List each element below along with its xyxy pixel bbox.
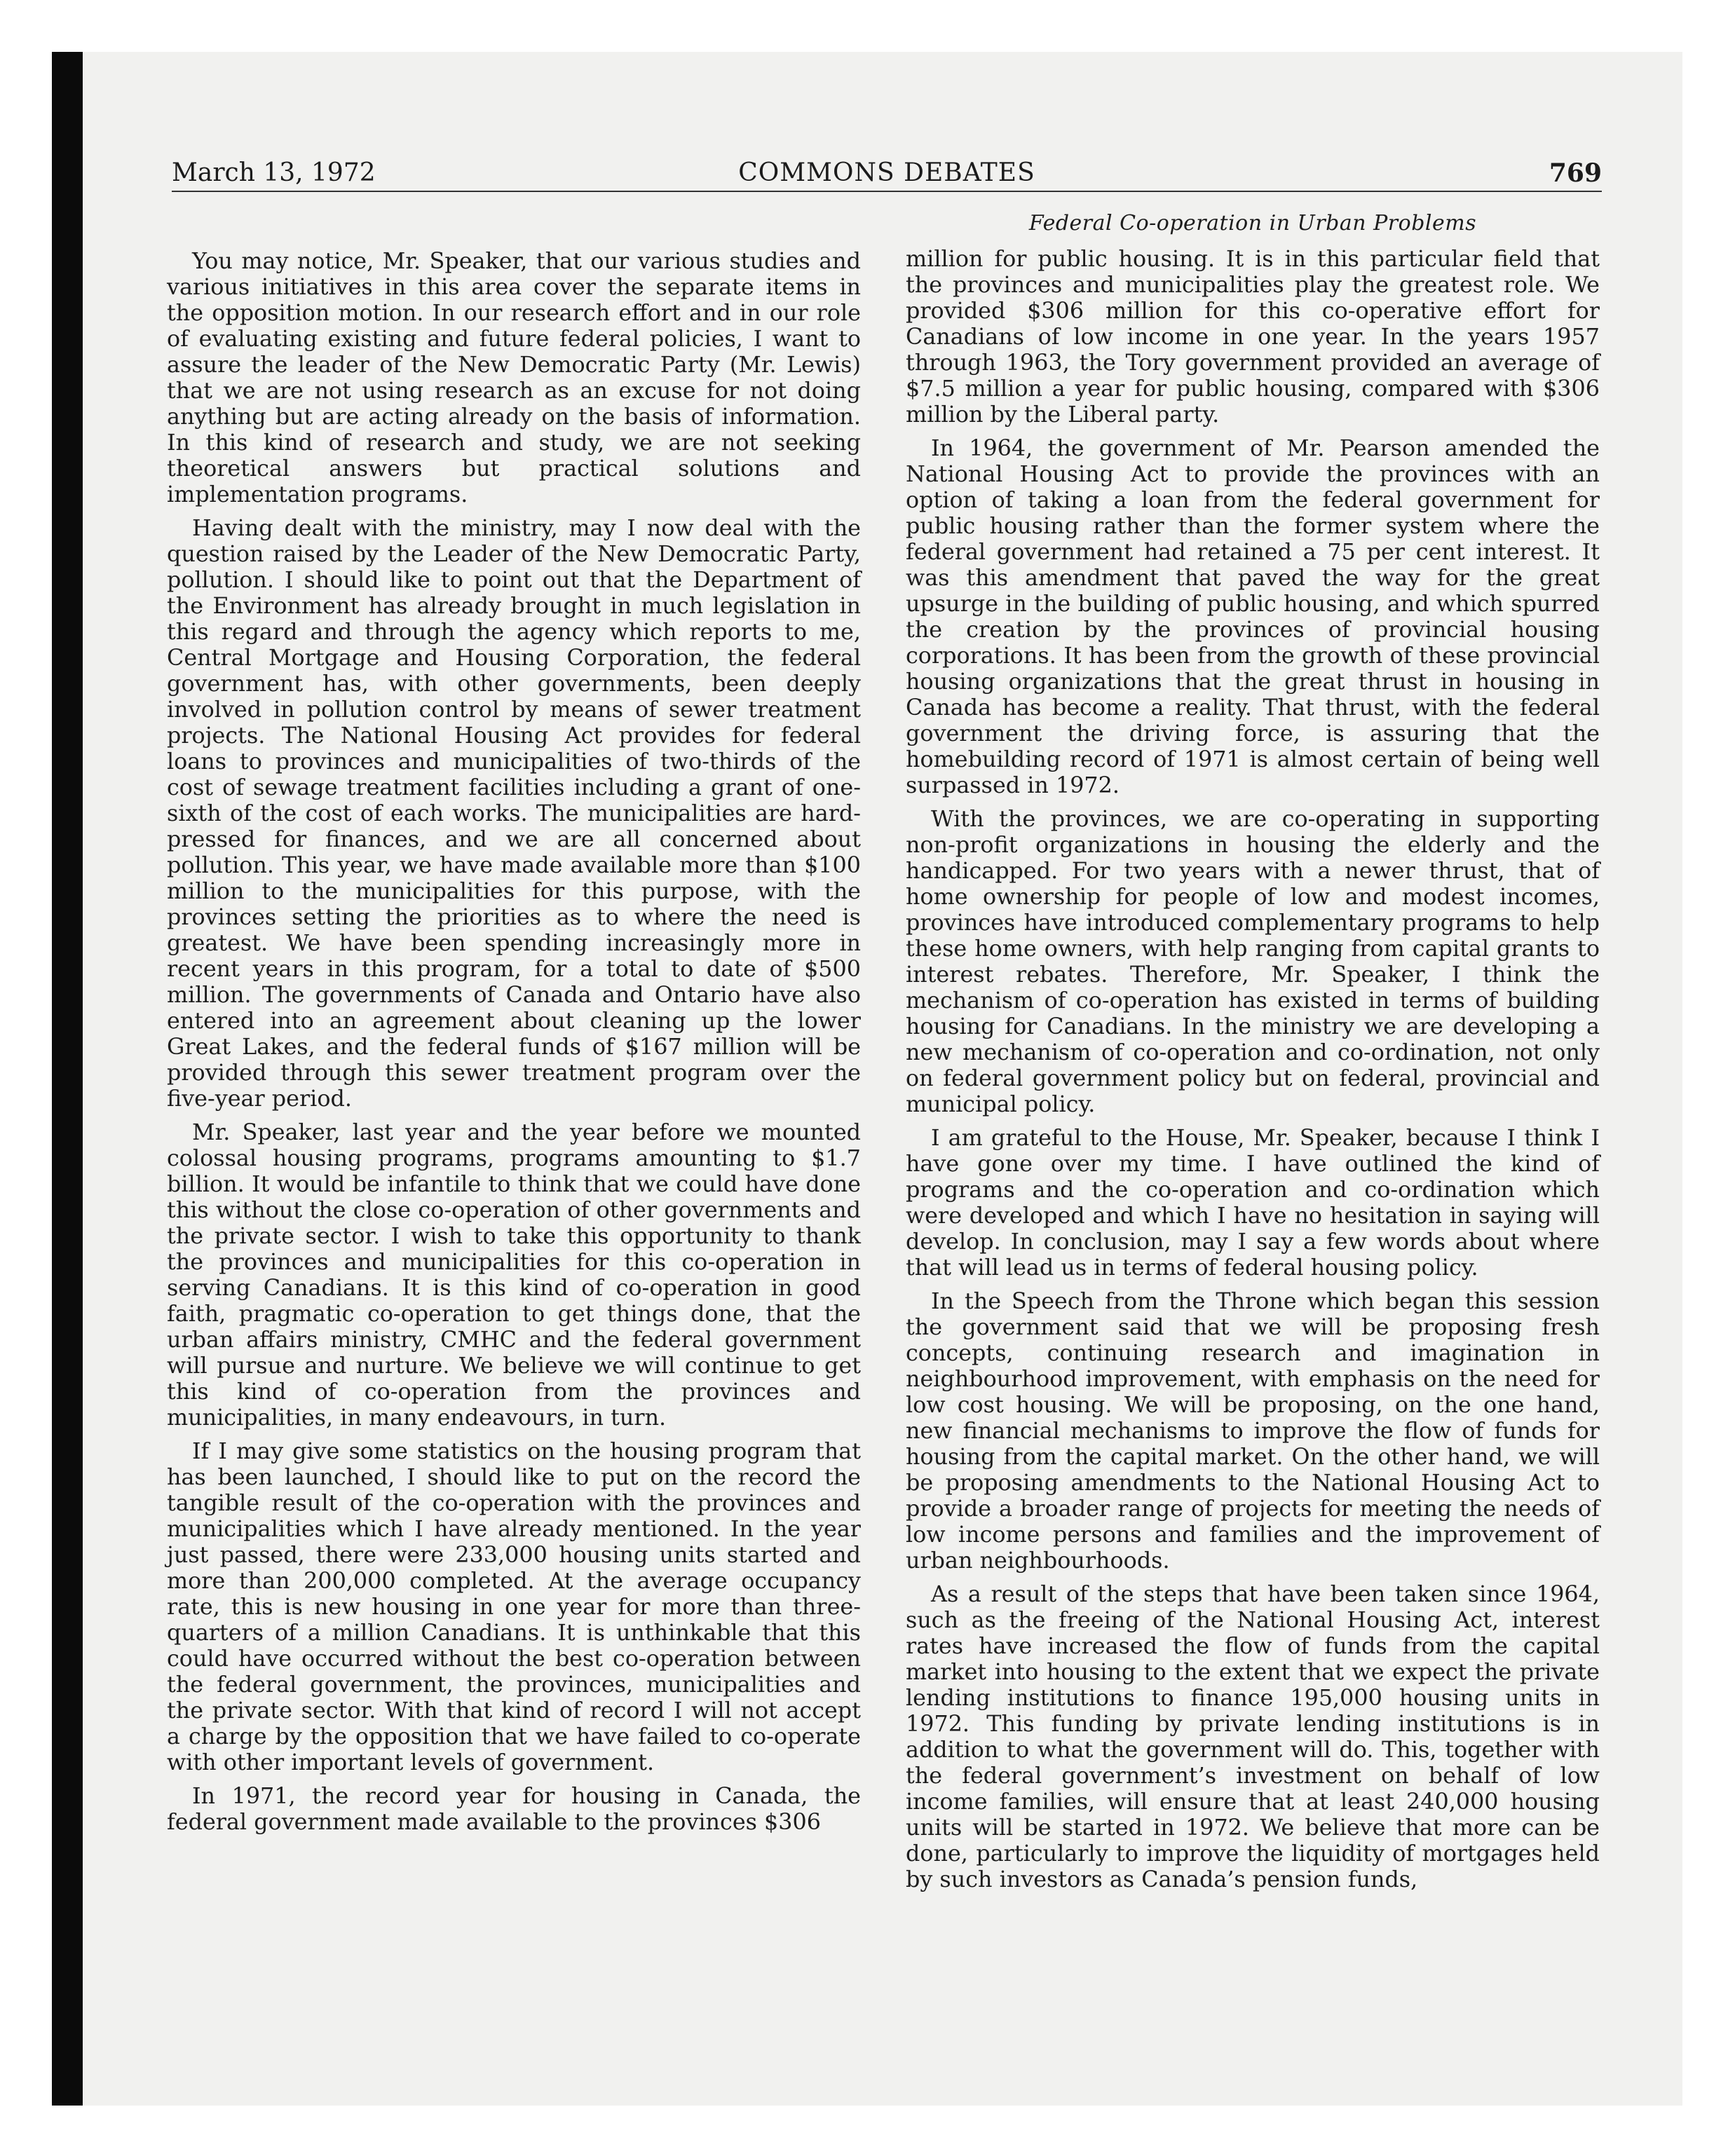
paragraph-continued: million for public housing. It is in this particular field that the provinces and municipalities play the greatest role. We provided $306 million for this co-operative effort for Canadians of low income in one year. In the years 1957 through 1963, the Tory government provided an average of $7.5 million a year for public housing, compared with $306 million by the Liberal party. [906, 246, 1600, 428]
scan-edge-shadow [52, 52, 83, 2106]
page-header [172, 156, 1602, 192]
page-number: 769 [1549, 158, 1602, 188]
paragraph: In the Speech from the Throne which began this session the government said that we will be proposing fresh concepts, continuing research and imagination in neighbourhood improvement, with emphasis on the need for low cost housing. We will be proposing, on the one hand, new financial mechanisms to improve the flow of funds for housing from the capital market. On the other hand, we will be proposing amendments to the National Housing Act to provide a broader range of projects for meeting the needs of low income persons and families and the improvement of urban neighbourhoods. [906, 1288, 1600, 1574]
paragraph: In 1964, the government of Mr. Pearson amended the National Housing Act to provide the provinces with an option of taking a loan from the federal government for public housing rather than the former system where the federal government had retained a 75 per cent interest. It was this amendment that paved the way for the great upsurge in the building of public housing, and which spurred the creation by the provinces of provincial housing corporations. It has been from the growth of these provincial housing organizations that the great thrust in housing in Canada has become a reality. That thrust, with the federal government the driving force, is assuring that the homebuilding record of 1971 is almost certain of being well surpassed in 1972. [906, 435, 1600, 798]
header-date: March 13, 1972 [172, 158, 376, 187]
header-title: COMMONS DEBATES [738, 158, 1035, 187]
paragraph: With the provinces, we are co-operating in supporting non-profit organizations in housing the elderly and the handicapped. For two years with a newer thrust, that of home ownership for people of low and modest incomes, provinces have introduced complementary programs to help these home owners, with help ranging from capital grants to interest rebates. Therefore, Mr. Speaker, I think the mechanism of co-operation has existed in terms of building housing for Canadians. In the ministry we are developing a new mechanism of co-operation and co-ordination, not only on federal government policy but on federal, provincial and municipal policy. [906, 806, 1600, 1117]
paragraph: As a result of the steps that have been taken since 1964, such as the freeing of the National Housing Act, interest rates have increased the flow of funds from the capital market into housing to the extent that we expect the private lending institutions to finance 195,000 housing units in 1972. This funding by private lending institutions is in addition to what the government will do. This, together with the federal government’s investment on behalf of low income families, will ensure that at least 240,000 housing units will be started in 1972. We believe that more can be done, particularly to improve the liquidity of mortgages held by such investors as Canada’s pension funds, [906, 1581, 1600, 1892]
right-column [906, 210, 1600, 1900]
paragraph: If I may give some statistics on the housing program that has been launched, I should like to put on the record the tangible result of the co-operation with the provinces and municipalities which I have already mentioned. In the year just passed, there were 233,000 housing units started and more than 200,000 completed. At the average occupancy rate, this is new housing in one year for more than three-quarters of a million Canadians. It is unthinkable that this could have occurred without the best co-operation between the federal government, the provinces, municipalities and the private sector. With that kind of record I will not accept a charge by the opposition that we have failed to co-operate with other important levels of government. [167, 1438, 861, 1775]
left-column [167, 248, 861, 1843]
paragraph: In 1971, the record year for housing in Canada, the federal government made available to the provinces $306 [167, 1783, 861, 1835]
paragraph: You may notice, Mr. Speaker, that our various studies and various initiatives in this area cover the separate items in the opposition motion. In our research effort and in our role of evaluating existing and future federal policies, I want to assure the leader of the New Democratic Party (Mr. Lewis) that we are not using research as an excuse for not doing anything but are acting already on the basis of information. In this kind of research and study, we are not seeking theoretical answers but practical solutions and implementation programs. [167, 248, 861, 507]
section-subhead: Federal Co-operation in Urban Problems [1028, 211, 1477, 236]
paragraph: Mr. Speaker, last year and the year before we mounted colossal housing programs, programs amounting to $1.7 billion. It would be infantile to think that we could have done this without the close co-operation of other governments and the private sector. I wish to take this opportunity to thank the provinces and municipalities for this co-operation in serving Canadians. It is this kind of co-operation in good faith, pragmatic co-operation to get things done, that the urban affairs ministry, CMHC and the federal government will pursue and nurture. We believe we will continue to get this kind of co-operation from the provinces and municipalities, in many endeavours, in turn. [167, 1119, 861, 1431]
paragraph: Having dealt with the ministry, may I now deal with the question raised by the Leader of the New Democratic Party, pollution. I should like to point out that the Department of the Environment has already brought in much legislation in this regard and through the agency which reports to me, Central Mortgage and Housing Corporation, the federal government has, with other governments, been deeply involved in pollution control by means of sewer treatment projects. The National Housing Act provides for federal loans to provinces and municipalities of two-thirds of the cost of sewage treatment facilities including a grant of one-sixth of the cost of each works. The municipalities are hard-pressed for finances, and we are all concerned about pollution. This year, we have made available more than $100 million to the municipalities for this purpose, with the provinces setting the priorities as to where the need is greatest. We have been spending increasingly more in recent years in this program, for a total to date of $500 million. The governments of Canada and Ontario have also entered into an agreement about cleaning up the lower Great Lakes, and the federal funds of $167 million will be provided through this sewer treatment program over the five-year period. [167, 515, 861, 1112]
paragraph: I am grateful to the House, Mr. Speaker, because I think I have gone over my time. I have outlined the kind of programs and the co-operation and co-ordination which were developed and which I have no hesitation in saying will develop. In conclusion, may I say a few words about where that will lead us in terms of federal housing policy. [906, 1125, 1600, 1281]
